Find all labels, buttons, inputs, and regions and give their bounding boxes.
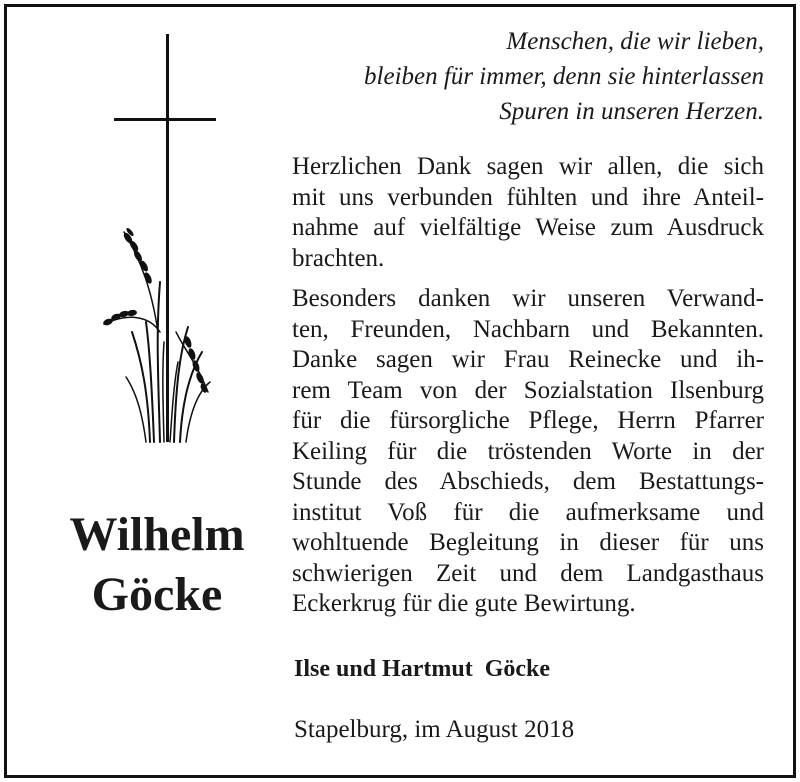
text-line: Keiling für die tröstenden Worte in der	[292, 437, 764, 465]
text-line: mit uns verbunden fühlten und ihre Anteil-	[292, 183, 764, 211]
quote	[364, 24, 764, 129]
text-line: für die fürsorgliche Pflege, Herrn Pfarrer	[292, 407, 764, 434]
last-name: Göcke	[91, 568, 223, 621]
text-line: Stunde des Abschieds, dem Bestattungs-	[292, 468, 764, 495]
text-line: Danke sagen wir Frau Reinecke und ih-	[292, 346, 764, 373]
thanks-text	[292, 152, 764, 630]
cross-with-wheat-icon	[90, 32, 230, 457]
paragraph-thanks	[292, 152, 764, 274]
text-line: rem Team von der Sozialstation Ilsenburg	[292, 376, 764, 404]
text-line: wohltuende Begleitung in dieser für uns	[292, 529, 764, 556]
signature: Ilse und Hartmut Göcke	[294, 656, 551, 682]
deceased-name	[42, 505, 272, 625]
text-line: institut Voß für die aufmerksame und	[292, 498, 764, 526]
text-line: Eckerkrug für die gute Bewirtung.	[292, 590, 636, 617]
place-date: Stapelburg, im August 2018	[294, 716, 575, 743]
quote-line: Menschen, die wir lieben,	[506, 28, 764, 55]
text-line: Besonders danken wir unseren Verwand-	[292, 285, 764, 312]
text-line: schwierigen Zeit und dem Landgasthaus	[292, 559, 764, 587]
text-line: brachten.	[292, 244, 385, 272]
first-name: Wilhelm	[69, 508, 245, 561]
paragraph-acknowledgements	[292, 284, 764, 620]
quote-line: Spuren in unseren Herzen.	[499, 98, 764, 125]
text-line: nahme auf vielfältige Weise zum Ausdruck	[292, 214, 764, 241]
text-line: ten, Freunden, Nachbarn und Bekannten.	[292, 315, 764, 343]
text-line: Herzlichen Dank sagen wir allen, die sich	[292, 153, 764, 180]
quote-line: bleiben für immer, denn sie hinterlassen	[364, 63, 764, 90]
